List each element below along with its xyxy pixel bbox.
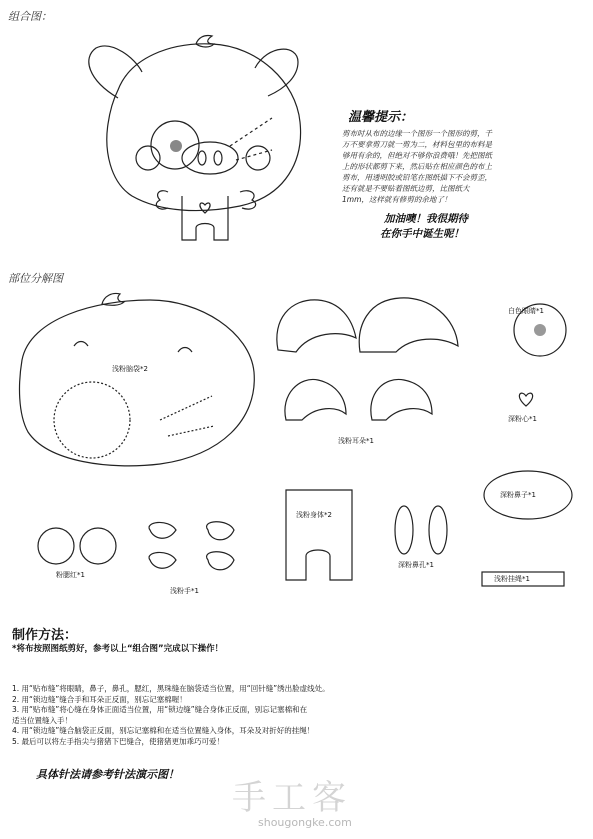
method-intro: *将布按照图纸剪好，参考以上“组合图”完成以下操作！: [12, 644, 224, 654]
exploded-parts-illustration: [20, 293, 572, 586]
label-nose: 深粉鼻子*1: [500, 491, 536, 499]
cheer-line-1: 加油噢！我很期待: [384, 213, 468, 225]
method-step: 5. 最后可以将左手指尖与猪猪下巴缝合，使猪猪更加乖巧可爱！: [12, 736, 225, 746]
watermark-logo: 手工客: [232, 778, 352, 818]
method-step: 1. 用“贴布缝”将眼睛，鼻子，鼻孔，腮红，黑珠缝在脑袋适当位置，用“回针缝”绣出脸虚线处。: [12, 684, 330, 693]
label-cheeks: 粉腮红*1: [56, 571, 85, 579]
assembly-section-title: 组合图：: [8, 10, 52, 23]
method-step: 4. 用“锁边缝”缝合脑袋正反面，别忘记塞棉和在适当位置缝入身体，耳朵及对折好的挂绳！: [12, 726, 315, 735]
label-heart: 深粉心*1: [508, 415, 537, 423]
label-nostrils: 深粉鼻孔*1: [398, 561, 434, 569]
cheer-line-2: 在你手中诞生呢！: [380, 228, 464, 240]
label-body: 浅粉身体*2: [296, 511, 332, 519]
method-title: 制作方法：: [12, 628, 78, 643]
label-eye-white: 白色眼睛*1: [508, 307, 544, 315]
label-rope: 浅粉挂绳*1: [494, 575, 530, 583]
assembled-piggy-illustration: [89, 35, 301, 240]
watermark-url: shougongke.com: [258, 816, 352, 829]
tips-body: 剪布时从布的边缘一个图形一个图形的剪，千万不要拿剪刀就一剪为二，材料包里的布料是够用有余的，但绝对不够你浪费哦！先把图纸上的形状都剪下来，然后贴在相应颜色的布上剪布，用透明胶或铅笔在图纸描下不会剪歪，还有就是不要贴着图纸边剪，比图纸大1mm，这样就有修剪的余地了！: [342, 129, 492, 204]
tips-title: 温馨提示：: [348, 110, 414, 125]
parts-section-title: 部位分解图: [8, 272, 63, 285]
label-hands: 浅粉手*1: [170, 587, 199, 595]
method-step: 适当位置缝入手！: [12, 715, 72, 725]
method-step: 3. 用“贴布缝”将心缝在身体正面适当位置，用“锁边缝”缝合身体正反面，别忘记塞棉和在: [12, 705, 308, 714]
demo-note: 具体针法请参考针法演示图！: [36, 768, 179, 781]
method-step: 2. 用“锁边缝”缝合手和耳朵正反面，别忘记塞棉喔！: [12, 694, 187, 704]
label-ears: 浅粉耳朵*1: [338, 437, 374, 445]
method-steps: [12, 684, 532, 747]
label-head: 浅粉脑袋*2: [112, 365, 148, 373]
